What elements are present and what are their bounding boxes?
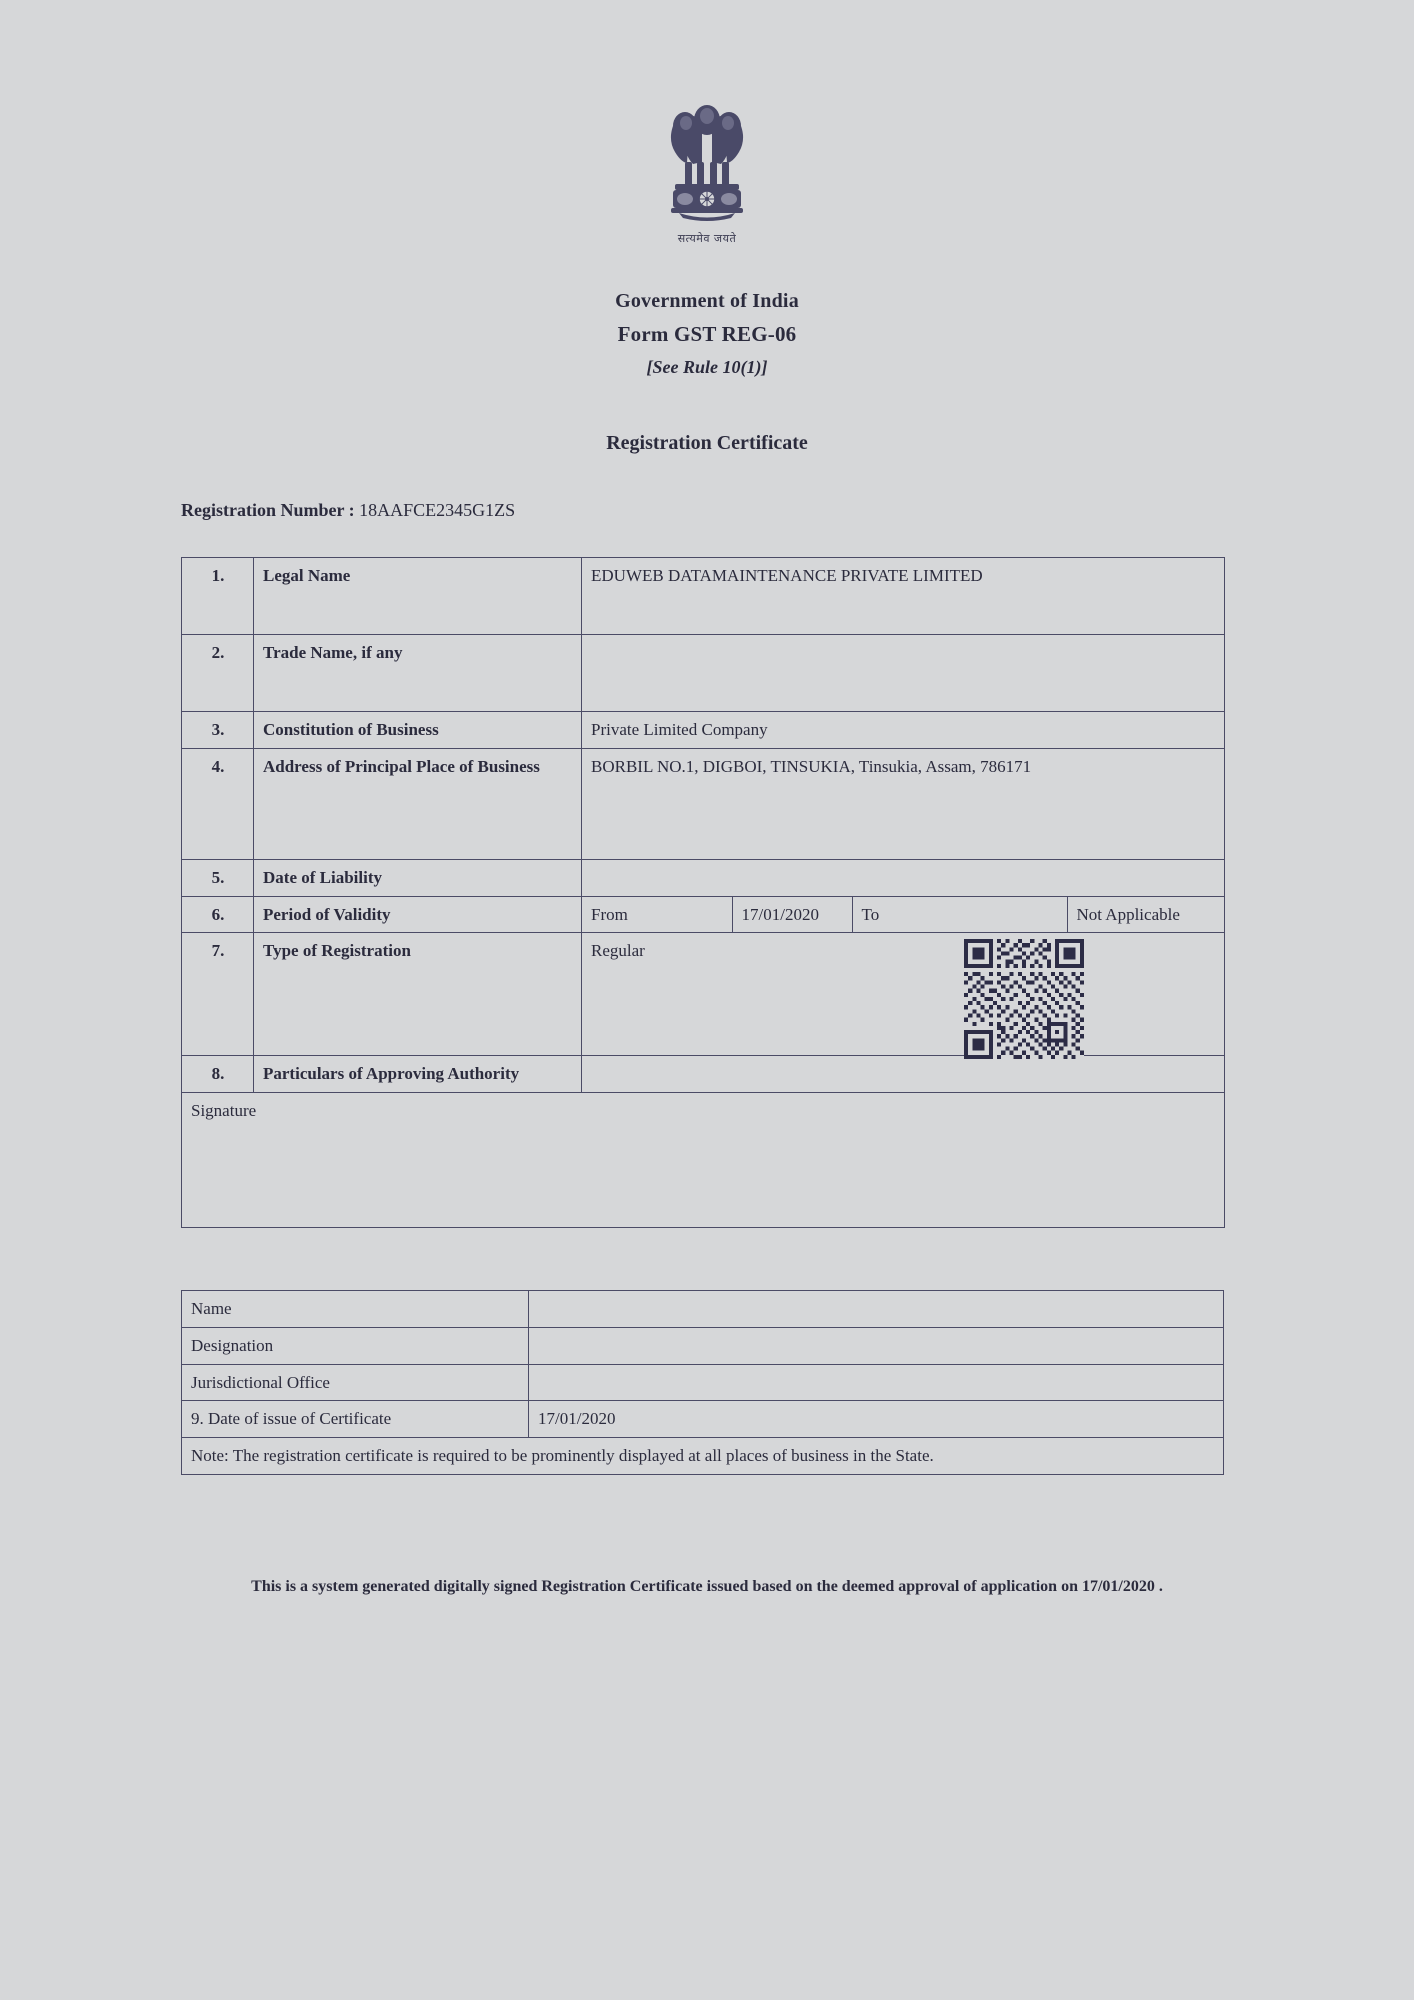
validity-from-value: 17/01/2020	[732, 897, 852, 933]
row-number: 4.	[182, 748, 254, 859]
rule-reference: [See Rule 10(1)]	[646, 357, 768, 377]
validity-to-value: Not Applicable	[1076, 904, 1180, 924]
table-row	[182, 859, 1225, 896]
row-value-name	[529, 1291, 1224, 1328]
qr-code-icon	[964, 939, 1084, 1059]
row-number: 2.	[182, 635, 254, 712]
row-value-designation	[529, 1327, 1224, 1364]
row-value-legal-name: EDUWEB DATAMAINTENANCE PRIVATE LIMITED	[582, 558, 1225, 635]
row-number: 6.	[182, 896, 254, 933]
row-label-date-of-issue: 9. Date of issue of Certificate	[182, 1401, 529, 1438]
page-title: Registration Certificate	[606, 432, 808, 454]
validity-subtable	[582, 897, 1224, 933]
signature-row	[182, 1093, 1225, 1228]
row-value-approving-authority	[582, 1056, 1225, 1093]
registration-number-value: 18AAFCE2345G1ZS	[359, 500, 516, 520]
row-label-jurisdictional-office: Jurisdictional Office	[182, 1364, 529, 1401]
row-value-jurisdictional-office	[529, 1364, 1224, 1401]
row-number: 7.	[182, 933, 254, 1056]
registration-number-label: Registration Number :	[181, 500, 355, 520]
row-label-type-of-registration: Type of Registration	[254, 933, 582, 1056]
government-heading: Government of India	[615, 290, 799, 312]
table-row	[182, 1364, 1224, 1401]
table-row	[182, 1056, 1225, 1093]
row-label-date-of-liability: Date of Liability	[254, 859, 582, 896]
row-number: 1.	[182, 558, 254, 635]
row-label-name: Name	[182, 1291, 529, 1328]
row-number: 5.	[182, 859, 254, 896]
form-heading: Form GST REG-06	[617, 322, 797, 346]
table-row	[182, 635, 1225, 712]
validity-row	[582, 897, 1224, 933]
display-note: Note: The registration certificate is required to be prominently displayed at all places of business in the State.	[182, 1438, 1224, 1475]
signature-block: Signature	[182, 1093, 1225, 1228]
row-label-constitution: Constitution of Business	[254, 712, 582, 749]
row-label-trade-name: Trade Name, if any	[254, 635, 582, 712]
emblem-block	[0, 96, 1414, 246]
row-label-designation: Designation	[182, 1327, 529, 1364]
row-value-date-of-issue: 17/01/2020	[529, 1401, 1224, 1438]
table-row	[182, 1291, 1224, 1328]
row-label-address: Address of Principal Place of Business	[254, 748, 582, 859]
row-value-type-of-registration-cell	[582, 933, 1225, 1056]
row-label-approving-authority: Particulars of Approving Authority	[254, 1056, 582, 1093]
system-generated-footer: This is a system generated digitally signed Registration Certificate issued based on the deemed approval of application on 17/01/2020 .	[251, 1578, 1163, 1595]
row-value-period-of-validity	[582, 896, 1225, 933]
table-row	[182, 748, 1225, 859]
table-row	[182, 1401, 1224, 1438]
row-value-date-of-liability	[582, 859, 1225, 896]
row-value-trade-name	[582, 635, 1225, 712]
validity-to-label: To	[852, 897, 1067, 933]
note-row	[182, 1438, 1224, 1475]
validity-from-label: From	[582, 897, 732, 933]
table-row	[182, 558, 1225, 635]
table-row	[182, 933, 1225, 1056]
emblem-motto: सत्यमेव जयते	[677, 232, 737, 245]
row-value-constitution: Private Limited Company	[582, 712, 1225, 749]
row-value-type-of-registration: Regular	[591, 941, 645, 961]
row-label-period-of-validity: Period of Validity	[254, 896, 582, 933]
row-number: 3.	[182, 712, 254, 749]
authority-details-table	[181, 1290, 1224, 1475]
table-row	[182, 896, 1225, 933]
row-number: 8.	[182, 1056, 254, 1093]
registration-number-line	[181, 500, 515, 521]
row-label-legal-name: Legal Name	[254, 558, 582, 635]
row-value-address: BORBIL NO.1, DIGBOI, TINSUKIA, Tinsukia, Assam, 786171	[582, 748, 1225, 859]
india-state-emblem-icon	[655, 96, 759, 224]
table-row	[182, 1327, 1224, 1364]
certificate-details-table	[181, 557, 1225, 1228]
table-row	[182, 712, 1225, 749]
